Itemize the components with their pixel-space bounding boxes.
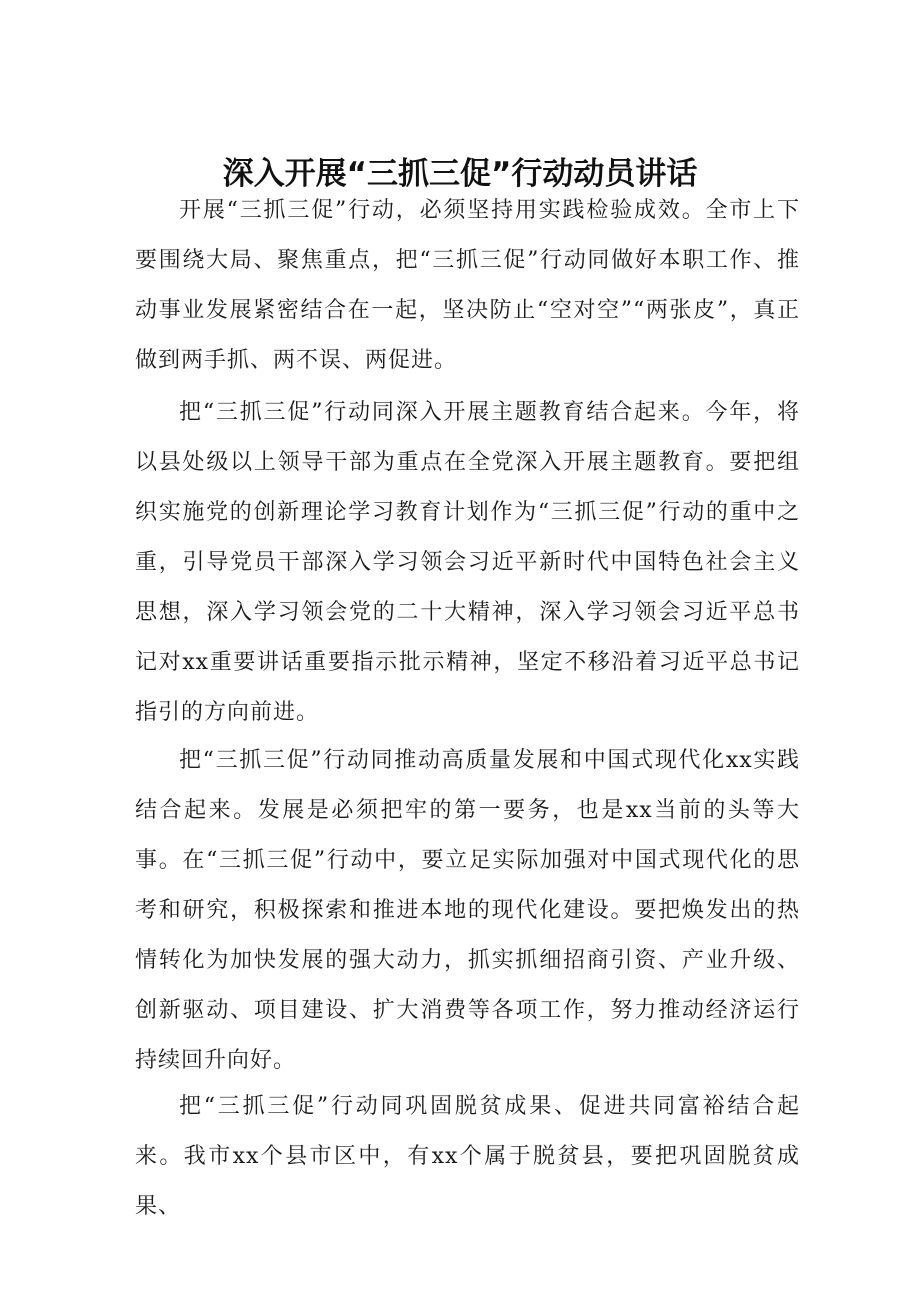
paragraph-1: 开展“三抓三促”行动，必须坚持用实践检验成效。全市上下要围绕大局、聚焦重点，把“三抓三促”行动同做好本职工作、推动事业发展紧密结合在一起，坚决防止“空对空”“两张皮”，真正做到两手抓、两不误、两促进。	[135, 198, 800, 373]
paragraph-2: 把“三抓三促”行动同深入开展主题教育结合起来。今年，将以县处级以上领导干部为重点在全党深入开展主题教育。要把组织实施党的创新理论学习教育计划作为“三抓三促”行动的重中之重，引导党员干部深入学习领会习近平新时代中国特色社会主义思想，深入学习领会党的二十大精神，深入学习领会习近平总书记对xx重要讲话重要指示批示精神，坚定不移沿着习近平总书记指引的方向前进。	[135, 400, 800, 725]
paragraph-3: 把“三抓三促”行动同推动高质量发展和中国式现代化xx实践结合起来。发展是必须把牢的第一要务，也是xx当前的头等大事。在“三抓三促”行动中，要立足实际加强对中国式现代化的思考和研究，积极探索和推进本地的现代化建设。要把焕发出的热情转化为加快发展的强大动力，抓实抓细招商引资、产业升级、创新驱动、项目建设、扩大消费等各项工作，努力推动经济运行持续回升向好。	[135, 748, 800, 1073]
document-title: 深入开展“三抓三促”行动动员讲话	[222, 155, 698, 192]
paragraph-4: 把“三抓三促”行动同巩固脱贫成果、促进共同富裕结合起来。我市xx个县市区中，有xx个属于脱贫县，要把巩固脱贫成果、	[135, 1094, 800, 1219]
